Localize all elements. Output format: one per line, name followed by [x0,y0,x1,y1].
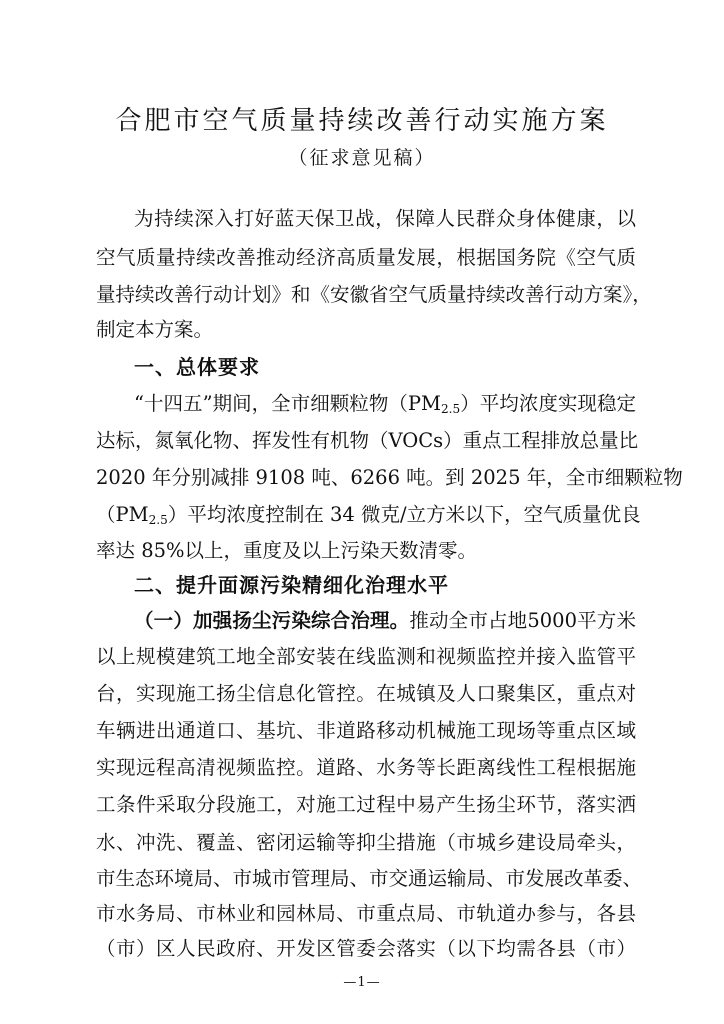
document-subtitle: （征求意见稿） [288,147,436,169]
section2-line: 工条件采取分段施工，对施工过程中易产生扬尘环节，落实洒 [96,793,636,816]
section1-line: 达标，氮氧化物、挥发性有机物（VOCs）重点工程排放总量比 [96,429,639,452]
document-title: 合肥市空气质量持续改善行动实施方案 [115,106,609,136]
section-heading: 一、总体要求 [134,355,260,379]
intro-line: 量持续改善行动计划》和《安徽省空气质量持续改善行动方案》， [96,283,652,306]
section2-line: 车辆进出通道口、基坑、非道路移动机械施工现场等重点区域 [96,719,636,742]
subsection-title: （一）加强扬尘污染综合治理。 [134,609,410,632]
section2-line: 台，实现施工扬尘信息化管控。在城镇及人口聚集区，重点对 [96,682,636,705]
intro-line: 制定本方案。 [96,318,214,341]
section1-line: $(PM_{2.5})$平均浓度控制在 34 微克/立方米以下，空气质量优良 [96,503,641,528]
intro-line: 空气质量持续改善推动经济高质量发展，根据国务院《空气质 [96,246,636,269]
section2-line: 水、冲洗、覆盖、密闭运输等抑尘措施（市城乡建设局牵头， [96,831,636,854]
section2-line: 市水务局、市林业和园林局、市重点局、市轨道办参与，各县 [96,902,636,925]
section1-line: 2020 年分别减排 9108 吨、6266 吨。到 2025 年，全市细颗粒物 [96,466,683,489]
section2-line: 实现远程高清视频监控。道路、水务等长距离线性工程根据施 [96,756,636,779]
section2-line: （一）加强扬尘污染综合治理。推动全市占地5000平方米 [134,609,636,632]
intro-line: 为持续深入打好蓝天保卫战，保障人民群众身体健康，以 [134,207,636,230]
page-number: —1— [343,975,381,990]
section1-line: “十四五”期间，全市细颗粒物$(PM_{2.5})$平均浓度实现稳定 [134,392,636,417]
section-heading: 二、提升面源污染精细化治理水平 [134,573,449,597]
section2-line: 以上规模建筑工地全部安装在线监测和视频监控并接入监管平 [96,645,636,668]
section2-line: （市）区人民政府、开发区管委会落实（以下均需各县（市） [96,937,636,960]
section1-line: 率达 85%以上，重度及以上污染天数清零。 [96,539,478,562]
section2-line: 市生态环境局、市城市管理局、市交通运输局、市发展改革委、 [96,867,643,890]
